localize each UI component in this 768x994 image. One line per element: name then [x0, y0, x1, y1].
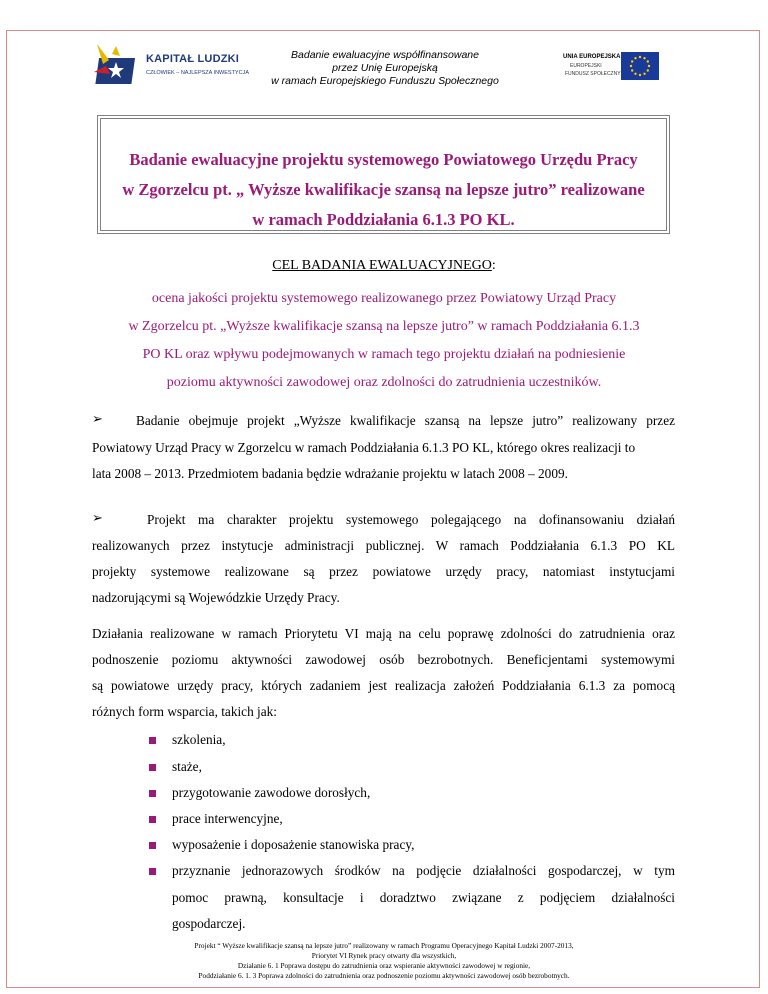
- paragraph1-line: Badanie obejmuje projekt „Wyższe kwalifikacje szansą na lepsze jutro” realizowany przez: [136, 413, 675, 428]
- cel-heading-text: CEL BADANIA EWALUACYJNEGO: [272, 258, 492, 273]
- paragraph2-line: nadzorującymi są Wojewódzkie Urzędy Pracy.: [92, 590, 340, 605]
- eu-logo: [563, 52, 663, 86]
- title-line: w Zgorzelcu pt. „ Wyższe kwalifikacje szansą na lepsze jutro” realizowane: [122, 180, 645, 199]
- square-bullet-icon: [149, 737, 156, 744]
- footer-line: Priorytet VI Rynek pracy otwarty dla wszystkich,: [311, 951, 457, 960]
- header-cofinancing-text: [250, 49, 520, 88]
- arrow-bullet-icon: ➢: [92, 412, 103, 427]
- square-bullet-icon: [149, 764, 156, 771]
- footer-line: Działanie 6. 1 Poprawa dostępu do zatrudnienia oraz wspieranie aktywności zawodowej w regionie,: [237, 961, 531, 970]
- cel-heading: [0, 258, 768, 274]
- header-line: Badanie ewaluacyjne współfinansowane: [291, 49, 479, 61]
- paragraph2-line: Projekt ma charakter projektu systemowego polegającego na dofinansowaniu działań: [147, 512, 675, 527]
- list-item: przyznanie jednorazowych środków na podjęcie działalności gospodarczej, w tym: [172, 863, 675, 878]
- square-bullet-icon: [149, 790, 156, 797]
- footer-line: Poddziałanie 6. 1. 3 Poprawa zdolności do zatrudnienia oraz podnoszenie poziomu aktywności zawodowej osób bezrobotnych.: [198, 971, 570, 980]
- kapital-ludzki-subtitle: CZŁOWIEK – NAJLEPSZA INWESTYCJA: [146, 70, 249, 76]
- cel-text-line: poziomu aktywności zawodowej oraz zdolności do zatrudnienia uczestników.: [166, 375, 602, 390]
- cel-text-line: w Zgorzelcu pt. „Wyższe kwalifikacje szansą na lepsze jutro” w ramach Poddziałania 6.1.3: [128, 319, 640, 334]
- eu-logo-line2: EUROPEJSKI: [570, 63, 602, 69]
- paragraph2-line: projekty systemowe realizowane są przez powiatowe urzędy pracy, natomiast instytucjami: [92, 564, 675, 579]
- list-item: staże,: [172, 759, 202, 774]
- kapital-ludzki-title: KAPITAŁ LUDZKI: [146, 53, 240, 65]
- list-item-continuation: gospodarczej.: [172, 916, 246, 931]
- title-line: w ramach Poddziałania 6.1.3 PO KL.: [252, 210, 515, 229]
- paragraph1-line: lata 2008 – 2013. Przedmiotem badania będzie wdrażanie projektu w latach 2008 – 2009.: [92, 466, 568, 481]
- title-line: Badanie ewaluacyjne projektu systemowego Powiatowego Urzędu Pracy: [129, 150, 638, 169]
- cel-heading-colon: :: [491, 258, 496, 273]
- footer-line: Projekt “ Wyższe kwalifikacje szansą na lepsze jutro” realizowany w ramach Programu Operacyjnego Kapitał Ludzki 2007-2013,: [194, 941, 574, 950]
- square-bullet-icon: [149, 816, 156, 823]
- paragraph3-line: są powiatowe urzędy pracy, których zadaniem jest realizacja założeń Poddziałania 6.1.3 za pomocą: [92, 678, 675, 693]
- list-item: prace interwencyjne,: [172, 811, 283, 826]
- list-item: wyposażenie i doposażenie stanowiska pracy,: [172, 837, 415, 852]
- title-box: [97, 115, 670, 234]
- header-line: przez Unię Europejską: [332, 62, 438, 74]
- paragraph3-line: podnoszenie poziomu aktywności zawodowej osób bezrobotnych. Beneficjentami systemowymi: [92, 652, 675, 667]
- eu-logo-line1: UNIA EUROPEJSKA: [563, 54, 621, 60]
- square-bullet-icon: [149, 868, 156, 875]
- eu-logo-line3: FUNDUSZ SPOŁECZNY: [565, 71, 621, 77]
- header-line: w ramach Europejskiego Funduszu Społecznego: [271, 75, 499, 87]
- kapital-ludzki-logo: [92, 44, 249, 90]
- paragraph3-line: Działania realizowane w ramach Priorytetu VI mają na celu poprawę zdolności do zatrudnienia oraz: [92, 626, 675, 641]
- kapital-ludzki-emblem-icon: [92, 44, 142, 90]
- paragraph3-line: różnych form wsparcia, takich jak:: [92, 704, 277, 719]
- cel-text-line: ocena jakości projektu systemowego realizowanego przez Powiatowy Urząd Pracy: [151, 291, 617, 306]
- eu-flag-icon: [621, 52, 659, 80]
- list-item-continuation: pomoc prawną, konsultacje i doradztwo związane z podjęciem działalności: [172, 890, 675, 905]
- list-item: szkolenia,: [172, 732, 226, 747]
- paragraph2-line: realizowanych przez instytucje administracji publicznej. W ramach Poddziałania 6.1.3 PO KL: [92, 538, 675, 553]
- list-item: przygotowanie zawodowe dorosłych,: [172, 785, 371, 800]
- arrow-bullet-icon: ➢: [92, 511, 103, 526]
- paragraph1-line: Powiatowy Urząd Pracy w Zgorzelcu w ramach Poddziałania 6.1.3 PO KL, którego okres realizacji to: [92, 440, 636, 455]
- cel-text-line: PO KL oraz wpływu podejmowanych w ramach tego projektu działań na podniesienie: [142, 347, 626, 362]
- square-bullet-icon: [149, 842, 156, 849]
